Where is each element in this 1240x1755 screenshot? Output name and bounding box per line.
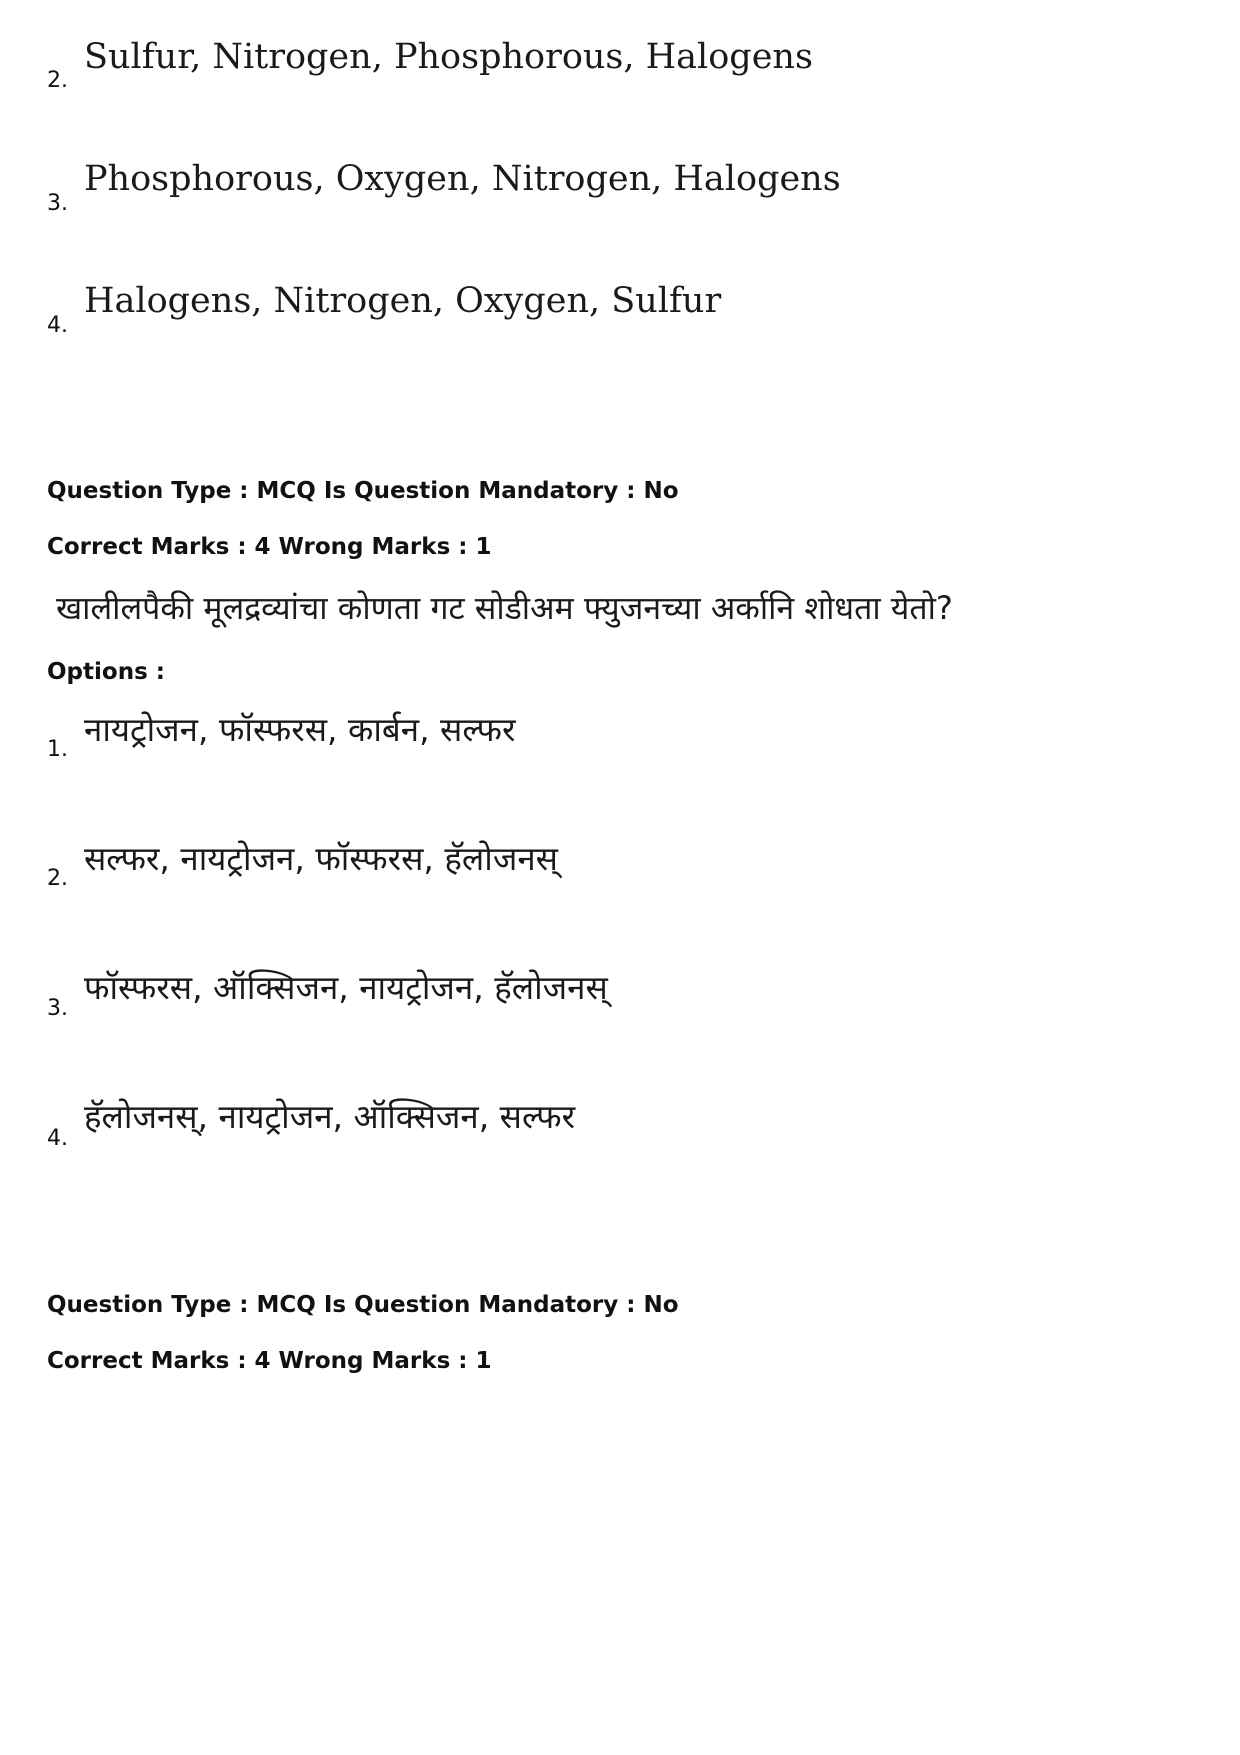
option-1-number: 1.	[47, 737, 68, 762]
option-4-number: 4.	[47, 1126, 68, 1151]
prev-option-3-text: Phosphorous, Oxygen, Nitrogen, Halogens	[84, 159, 841, 199]
option-3-text: फॉस्फरस, ऑक्सिजन, नायट्रोजन, हॅलोजनस्	[84, 968, 608, 1007]
option-3-number: 3.	[47, 996, 68, 1021]
question-text: खालीलपैकी मूलद्रव्यांचा कोणता गट सोडीअम फ्युजनच्या अर्कानि शोधता येतो?	[56, 589, 953, 627]
question-type-line: Question Type : MCQ Is Question Mandatory : No	[47, 1292, 679, 1318]
options-label: Options :	[47, 659, 165, 685]
prev-option-2-number: 2.	[47, 68, 68, 93]
option-4-text: हॅलोजनस्, नायट्रोजन, ऑक्सिजन, सल्फर	[84, 1097, 576, 1136]
marks-line: Correct Marks : 4 Wrong Marks : 1	[47, 1348, 492, 1374]
prev-option-2-text: Sulfur, Nitrogen, Phosphorous, Halogens	[84, 37, 813, 77]
option-2-text: सल्फर, नायट्रोजन, फॉस्फरस, हॅलोजनस्	[84, 839, 558, 878]
option-1-text: नायट्रोजन, फॉस्फरस, कार्बन, सल्फर	[84, 710, 516, 749]
prev-option-4-number: 4.	[47, 313, 68, 338]
marks-line: Correct Marks : 4 Wrong Marks : 1	[47, 534, 492, 560]
question-type-line: Question Type : MCQ Is Question Mandatory : No	[47, 478, 679, 504]
prev-option-3-number: 3.	[47, 191, 68, 216]
option-2-number: 2.	[47, 866, 68, 891]
prev-option-4-text: Halogens, Nitrogen, Oxygen, Sulfur	[84, 281, 722, 321]
